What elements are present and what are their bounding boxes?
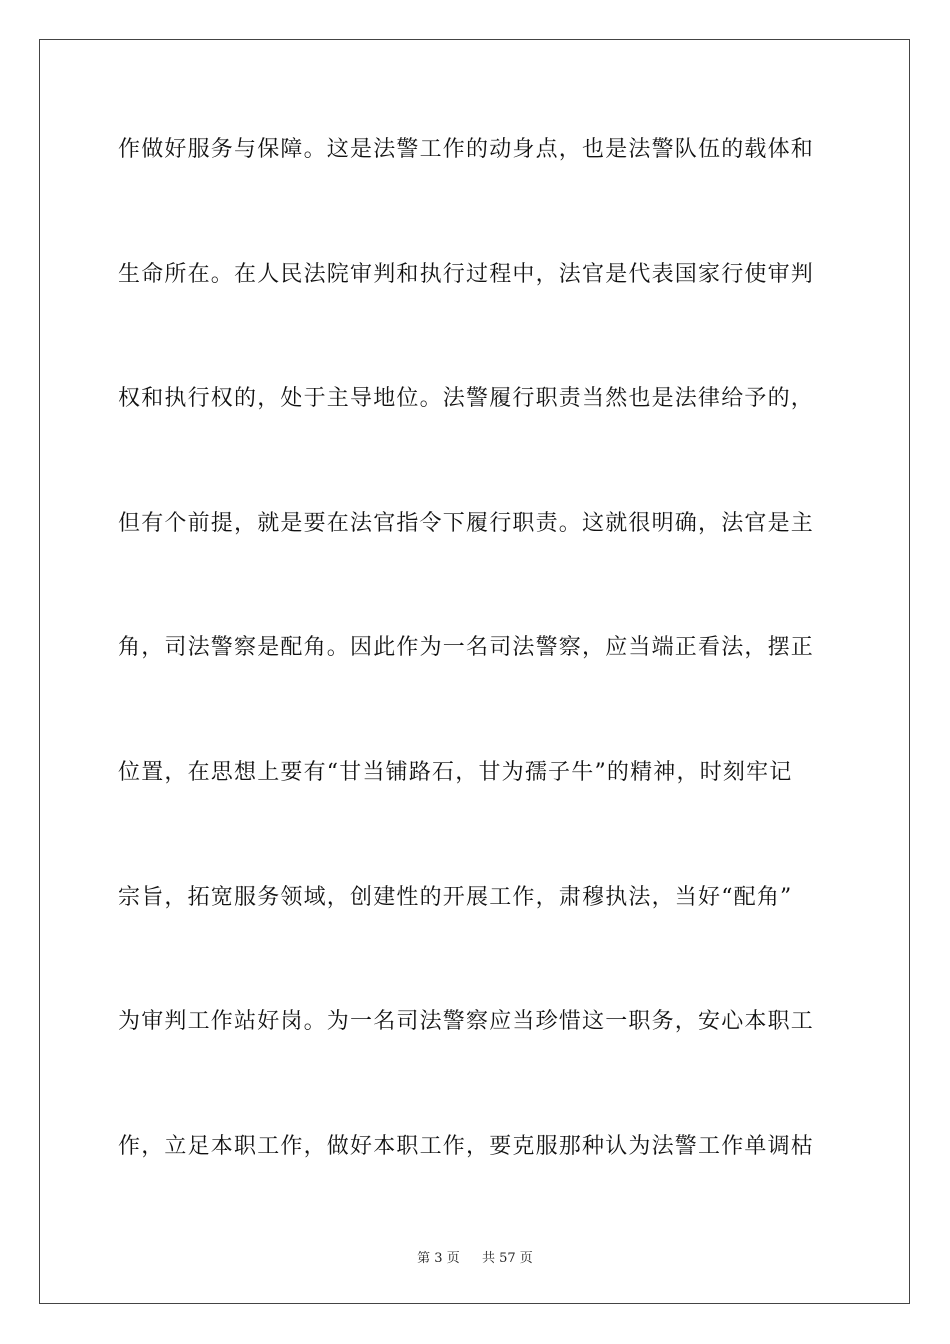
document-body [118,128,834,1249]
text-line-7: 宗旨，拓宽服务领域，创建性的开展工作，肃穆执法，当好“配角” [118,884,793,910]
text-line-2: 生命所在。在人民法院审判和执行过程中，法官是代表国家行使审判 [118,261,815,287]
text-line-3: 权和执行权的，处于主导地位。法警履行职责当然也是法律给予的， [118,386,815,412]
text-line-5: 角，司法警察是配角。因此作为一名司法警察，应当端正看法，摆正 [118,635,815,661]
text-line-6: 位置，在思想上要有“甘当铺路石，甘为孺子牛”的精神，时刻牢记 [118,759,793,785]
page-footer [0,1247,950,1266]
text-line-1: 作做好服务与保障。这是法警工作的动身点，也是法警队伍的载体和 [118,137,815,162]
text-line-8: 为审判工作站好岗。为一名司法警察应当珍惜这一职务，安心本职工 [118,1009,815,1035]
page-total: 共 57 页 [482,1251,533,1266]
text-line-9: 作，立足本职工作，做好本职工作，要克服那种认为法警工作单调枯 [118,1133,815,1159]
text-line-4: 但有个前提，就是要在法官指令下履行职责。这就很明确，法官是主 [118,510,815,536]
page-number: 第 3 页 [417,1251,460,1266]
